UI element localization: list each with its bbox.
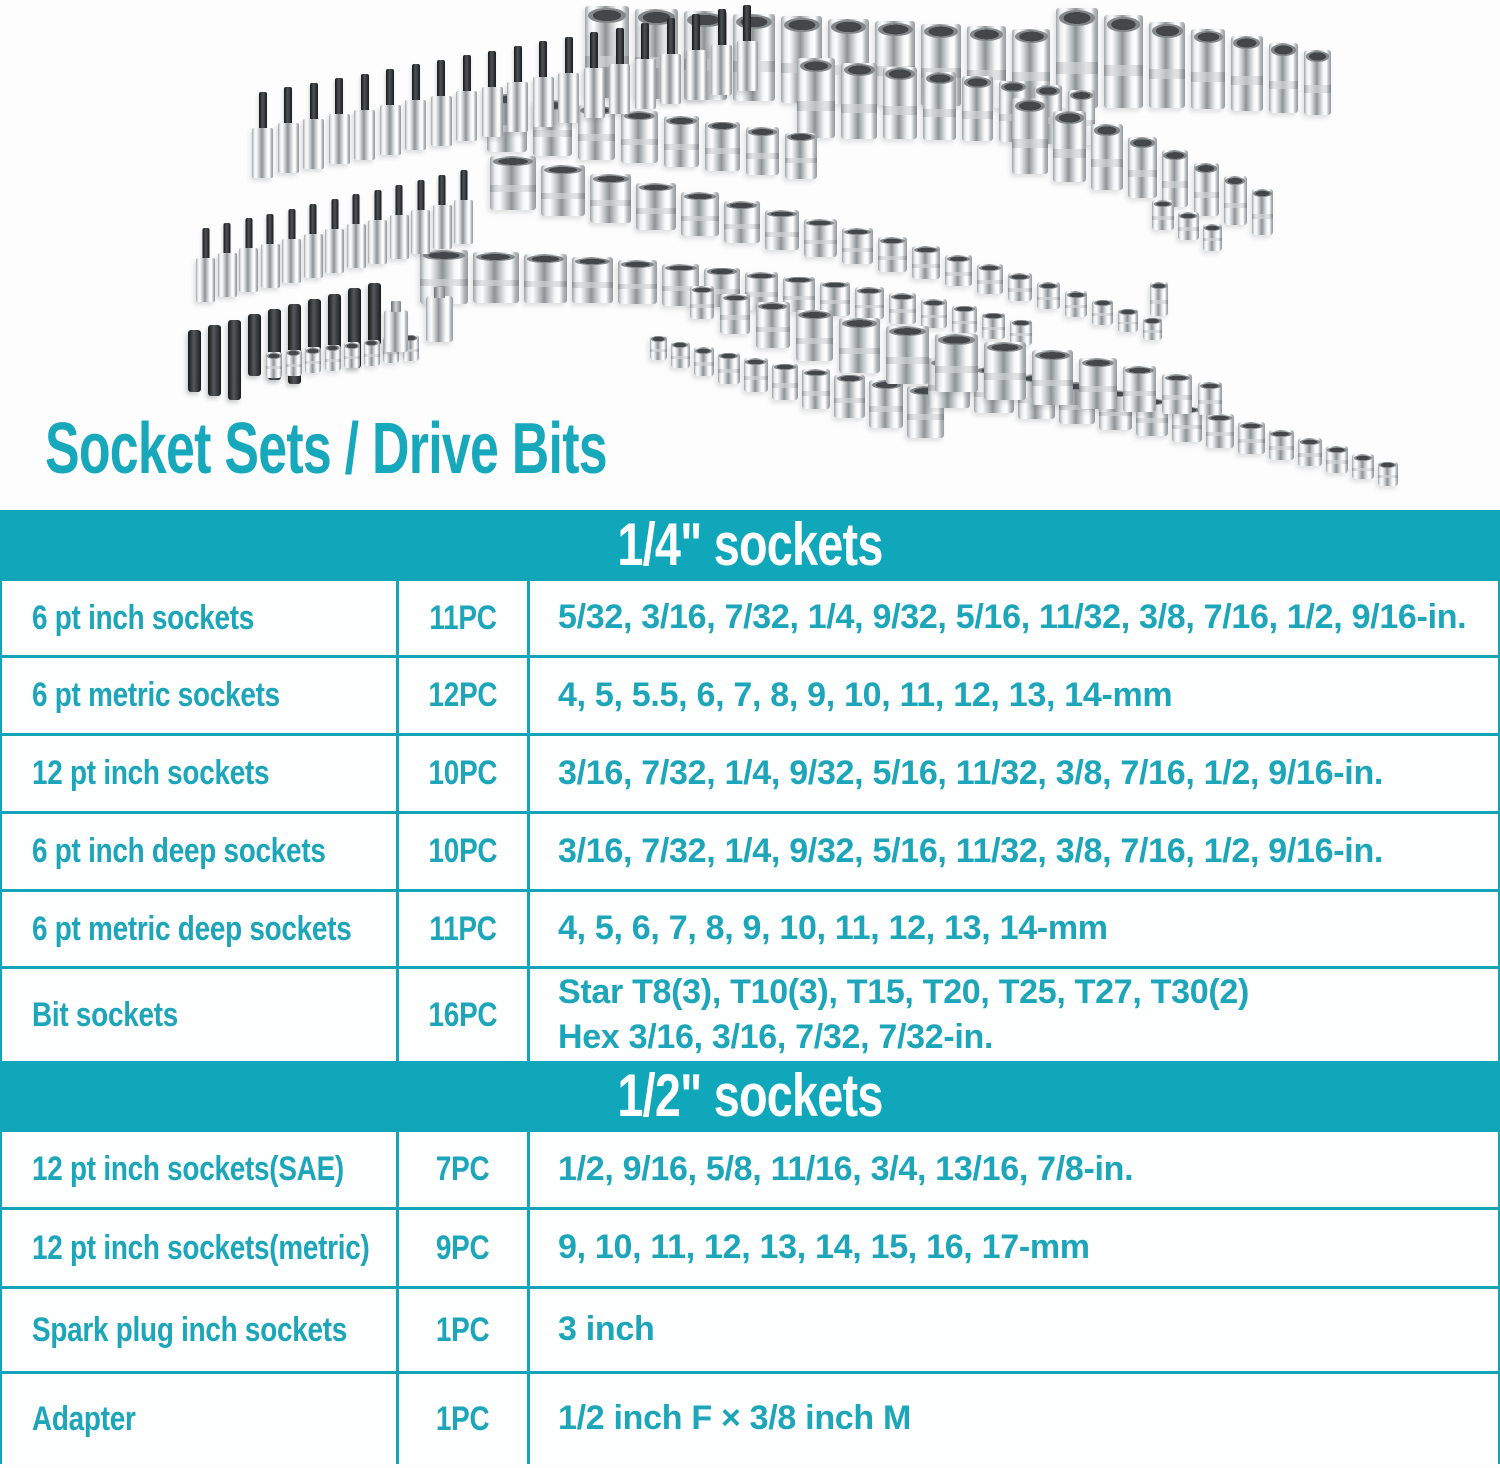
- bit-socket: [533, 41, 554, 127]
- socket: [878, 237, 908, 272]
- socket: [804, 219, 837, 257]
- socket: [977, 264, 1002, 294]
- row-sizes-cell: [530, 969, 1498, 1061]
- socket: [834, 375, 865, 419]
- bit-socket: [456, 55, 477, 141]
- bit-base: [711, 45, 732, 95]
- socket: [1032, 350, 1073, 405]
- socket: [772, 364, 798, 401]
- bit-base: [390, 215, 409, 259]
- socket: [765, 210, 799, 250]
- row-count-cell: [399, 1289, 530, 1371]
- bit-socket: [261, 214, 280, 288]
- bit-base: [278, 123, 299, 173]
- bit-socket: [347, 194, 366, 268]
- row-label-cell: [2, 658, 399, 733]
- bit-socket: [304, 204, 323, 278]
- row-sizes: 4, 5, 6, 7, 8, 9, 10, 11, 12, 13, 14-mm: [558, 909, 1108, 948]
- bit-socket: [609, 28, 630, 114]
- bit-base: [329, 114, 350, 164]
- bit-base: [354, 110, 375, 160]
- socket: [842, 228, 873, 264]
- row-label-cell: [2, 892, 399, 966]
- socket: [855, 287, 884, 319]
- socket: [1012, 98, 1048, 174]
- section-header-label: 1/2" sockets: [617, 1061, 883, 1129]
- socket: [869, 380, 903, 428]
- row-label-cell: [2, 1289, 399, 1371]
- drive-bit: [208, 325, 221, 396]
- socket: [621, 111, 658, 164]
- socket: [1091, 124, 1122, 190]
- socket: [344, 342, 360, 368]
- bit-socket: [454, 170, 473, 244]
- socket: [1269, 43, 1298, 113]
- socket: [650, 336, 667, 360]
- bit-base: [304, 234, 323, 278]
- bit-socket: [405, 64, 426, 150]
- bit-socket: [558, 37, 579, 123]
- bit-base: [456, 91, 477, 141]
- bit-base: [635, 59, 656, 109]
- bit-base: [252, 128, 273, 178]
- table-row: [0, 578, 1500, 655]
- drive-bit: [228, 320, 241, 400]
- row-label-cell: [2, 736, 399, 811]
- drive-bit: [188, 330, 201, 392]
- page-title: Socket Sets / Drive Bits: [45, 409, 607, 489]
- socket: [1123, 366, 1157, 412]
- bit-socket: [368, 190, 387, 264]
- bit-socket: [303, 83, 324, 169]
- table-row: [0, 733, 1500, 811]
- socket: [1150, 282, 1168, 316]
- socket: [935, 334, 978, 392]
- socket: [889, 293, 916, 324]
- row-label: 6 pt inch sockets: [32, 598, 255, 637]
- bit-socket: [686, 14, 707, 100]
- bit-socket: [507, 46, 528, 132]
- row-count: 16PC: [428, 995, 498, 1034]
- socket: [962, 76, 993, 141]
- bit-base: [347, 224, 366, 268]
- bit-base: [454, 200, 473, 244]
- socket: [1194, 163, 1219, 216]
- socket: [286, 350, 302, 376]
- row-sizes-cell: [530, 814, 1498, 889]
- socket: [1092, 300, 1113, 325]
- socket: [921, 299, 947, 328]
- row-count: 11PC: [429, 598, 497, 637]
- bit-socket: [584, 32, 605, 118]
- socket: [984, 342, 1027, 400]
- row-label: 6 pt metric deep sockets: [32, 909, 352, 948]
- row-count: 1PC: [436, 1310, 490, 1349]
- row-label: Adapter: [32, 1399, 136, 1438]
- bit-base: [303, 119, 324, 169]
- bit-socket: [482, 51, 503, 137]
- row-label-cell: [2, 1374, 399, 1464]
- socket: [694, 347, 714, 376]
- socket: [841, 63, 877, 139]
- socket: [590, 174, 632, 223]
- bit-base: [261, 244, 280, 288]
- bit-base: [282, 239, 301, 283]
- socket: [1203, 224, 1222, 251]
- row-label: Bit sockets: [32, 995, 179, 1034]
- bit-socket: [380, 69, 401, 155]
- row-count: 10PC: [428, 832, 498, 870]
- drive-bit: [368, 283, 381, 345]
- socket: [1269, 430, 1294, 460]
- bit-base: [482, 87, 503, 137]
- row-count: 10PC: [428, 754, 498, 792]
- bit-base: [218, 253, 237, 297]
- bit-socket: [278, 87, 299, 173]
- bit-base: [380, 105, 401, 155]
- table-row: [0, 1207, 1500, 1286]
- row-count-cell: [399, 814, 530, 889]
- socket: [664, 116, 699, 167]
- bit-base: [239, 248, 258, 292]
- row-sizes-cell: [530, 1289, 1498, 1371]
- row-sizes-cell: [530, 1374, 1498, 1464]
- table-row: [0, 1286, 1500, 1371]
- bit-base: [609, 64, 630, 114]
- bit-socket: [433, 175, 452, 249]
- bit-socket: [431, 60, 452, 146]
- row-count-cell: [399, 736, 530, 811]
- socket: [923, 72, 956, 141]
- socket: [1162, 150, 1189, 207]
- socket: [490, 156, 536, 210]
- row-sizes: 9, 10, 11, 12, 13, 14, 15, 16, 17-mm: [558, 1228, 1090, 1267]
- socket: [1079, 358, 1117, 409]
- socket: [1238, 422, 1265, 454]
- bit-base: [196, 258, 215, 302]
- socket: [1149, 22, 1185, 108]
- row-label-cell: [2, 814, 399, 889]
- socket: [1224, 176, 1247, 225]
- bit-socket: [239, 218, 258, 292]
- socket: [473, 252, 519, 303]
- socket: [886, 326, 929, 384]
- bit-base: [558, 73, 579, 123]
- bit-socket: [282, 209, 301, 283]
- row-label: 6 pt metric sockets: [32, 676, 280, 714]
- table-row: [0, 1371, 1500, 1464]
- socket: [945, 255, 972, 286]
- bit-socket: [390, 185, 409, 259]
- row-count: 7PC: [436, 1150, 490, 1188]
- row-label: 12 pt inch sockets(SAE): [32, 1150, 344, 1188]
- socket: [618, 260, 657, 304]
- socket: [541, 165, 585, 216]
- row-sizes-cell: [530, 892, 1498, 966]
- section-header: [0, 510, 1500, 578]
- socket: [1152, 200, 1174, 230]
- socket: [746, 127, 779, 175]
- socket: [1206, 414, 1234, 448]
- bit-socket: [660, 18, 681, 104]
- row-count-cell: [399, 892, 530, 966]
- bit-base: [411, 210, 430, 254]
- row-sizes-cell: [530, 736, 1498, 811]
- socket: [1104, 15, 1143, 108]
- socket: [1326, 446, 1349, 473]
- socket: [1191, 29, 1225, 109]
- socket: [1037, 282, 1060, 309]
- socket: [305, 347, 321, 373]
- row-label: 6 pt inch deep sockets: [32, 832, 326, 870]
- row-count: 1PC: [436, 1399, 490, 1438]
- bit-base: [533, 77, 554, 127]
- socket: [802, 369, 831, 409]
- row-count-cell: [399, 658, 530, 733]
- section-header-label: 1/4" sockets: [617, 510, 883, 578]
- socket: [690, 286, 714, 319]
- bit-base: [368, 220, 387, 264]
- bit-socket: [252, 92, 273, 178]
- socket: [636, 183, 676, 230]
- bit-socket: [737, 5, 758, 91]
- row-sizes: 4, 5, 5.5, 6, 7, 8, 9, 10, 11, 12, 13, 14-mm: [558, 675, 1173, 714]
- socket: [952, 306, 977, 334]
- socket: [1352, 454, 1373, 479]
- bit-socket: [354, 74, 375, 160]
- row-sizes-cell: [530, 658, 1498, 733]
- socket: [796, 310, 834, 361]
- adapter: [384, 310, 408, 352]
- row-count: 9PC: [436, 1228, 490, 1267]
- bit-socket: [218, 223, 237, 297]
- socket: [524, 254, 567, 303]
- table-row: [0, 889, 1500, 966]
- row-count-cell: [399, 969, 530, 1061]
- socket: [1231, 36, 1262, 111]
- row-sizes: 1/2, 9/16, 5/8, 11/16, 3/4, 13/16, 7/8-in.: [558, 1149, 1134, 1188]
- socket: [912, 246, 940, 279]
- row-sizes: 3 inch: [558, 1310, 655, 1349]
- row-count-cell: [399, 1374, 530, 1464]
- table-row: [0, 811, 1500, 889]
- bit-base: [431, 96, 452, 146]
- socket: [1298, 438, 1322, 466]
- socket: [1252, 189, 1274, 235]
- socket: [1008, 273, 1032, 301]
- bit-socket: [196, 228, 215, 302]
- bit-base: [325, 229, 344, 273]
- bit-socket: [411, 180, 430, 254]
- bit-socket: [711, 9, 732, 95]
- row-label-cell: [2, 969, 399, 1061]
- socket: [1178, 212, 1199, 240]
- row-label-cell: [2, 1132, 399, 1207]
- row-sizes: 1/2 inch F × 3/8 inch M: [558, 1399, 912, 1438]
- socket: [982, 313, 1005, 339]
- socket: [785, 133, 817, 180]
- socket: [839, 318, 880, 373]
- bit-base: [660, 54, 681, 104]
- bit-base: [507, 82, 528, 132]
- socket: [1378, 462, 1398, 486]
- socket: [1065, 291, 1087, 317]
- row-label-cell: [2, 1210, 399, 1286]
- row-count-cell: [399, 1132, 530, 1207]
- socket: [1162, 374, 1191, 414]
- row-label-cell: [2, 581, 399, 655]
- row-label: Spark plug inch sockets: [32, 1310, 348, 1349]
- drive-bit: [248, 314, 261, 376]
- socket: [266, 352, 282, 378]
- row-label: 12 pt inch sockets: [32, 754, 270, 792]
- bit-base: [433, 205, 452, 249]
- socket: [883, 67, 917, 139]
- spec-table: [0, 510, 1500, 1464]
- section-header: [0, 1061, 1500, 1129]
- row-count-cell: [399, 581, 530, 655]
- socket: [744, 358, 768, 392]
- row-sizes: 3/16, 7/32, 1/4, 9/32, 5/16, 11/32, 3/8, 7/16, 1/2, 9/16-in.: [558, 831, 1384, 870]
- socket: [1304, 50, 1331, 115]
- row-sizes: 3/16, 7/32, 1/4, 9/32, 5/16, 11/32, 3/8, 7/16, 1/2, 9/16-in.: [558, 753, 1384, 792]
- bit-socket: [635, 23, 656, 109]
- socket: [756, 302, 790, 348]
- socket: [718, 353, 740, 384]
- socket: [720, 294, 749, 334]
- bit-socket: [329, 78, 350, 164]
- bit-base: [686, 50, 707, 100]
- row-sizes: Hex 3/16, 3/16, 7/32, 7/32-in.: [558, 1018, 994, 1056]
- socket: [1053, 111, 1086, 182]
- socket: [325, 345, 341, 371]
- bit-base: [737, 41, 758, 91]
- table-row: [0, 655, 1500, 733]
- row-count: 12PC: [428, 676, 498, 714]
- socket: [1118, 309, 1138, 332]
- socket: [705, 122, 739, 172]
- socket: [724, 201, 760, 243]
- row-count: 11PC: [429, 909, 497, 948]
- table-row: [0, 1129, 1500, 1207]
- row-sizes-cell: [530, 1132, 1498, 1207]
- socket: [572, 257, 613, 303]
- socket: [364, 340, 380, 366]
- socket: [681, 192, 719, 236]
- socket: [1198, 382, 1222, 415]
- table-row: [0, 966, 1500, 1061]
- row-count-cell: [399, 1210, 530, 1286]
- row-sizes-cell: [530, 1210, 1498, 1286]
- row-sizes: Star T8(3), T10(3), T15, T20, T25, T27, T30(2): [558, 972, 1250, 1011]
- bit-base: [405, 100, 426, 150]
- adapter: [426, 296, 453, 342]
- row-sizes-cell: [530, 581, 1498, 655]
- socket: [1143, 318, 1162, 340]
- row-label: 12 pt inch sockets(metric): [32, 1228, 370, 1267]
- socket: [797, 58, 835, 138]
- bit-socket: [325, 199, 344, 273]
- socket: [1128, 137, 1157, 198]
- socket: [671, 342, 690, 368]
- bit-base: [584, 68, 605, 118]
- row-sizes: 5/32, 3/16, 7/32, 1/4, 9/32, 5/16, 11/32, 3/8, 7/16, 1/2, 9/16-in.: [558, 598, 1467, 637]
